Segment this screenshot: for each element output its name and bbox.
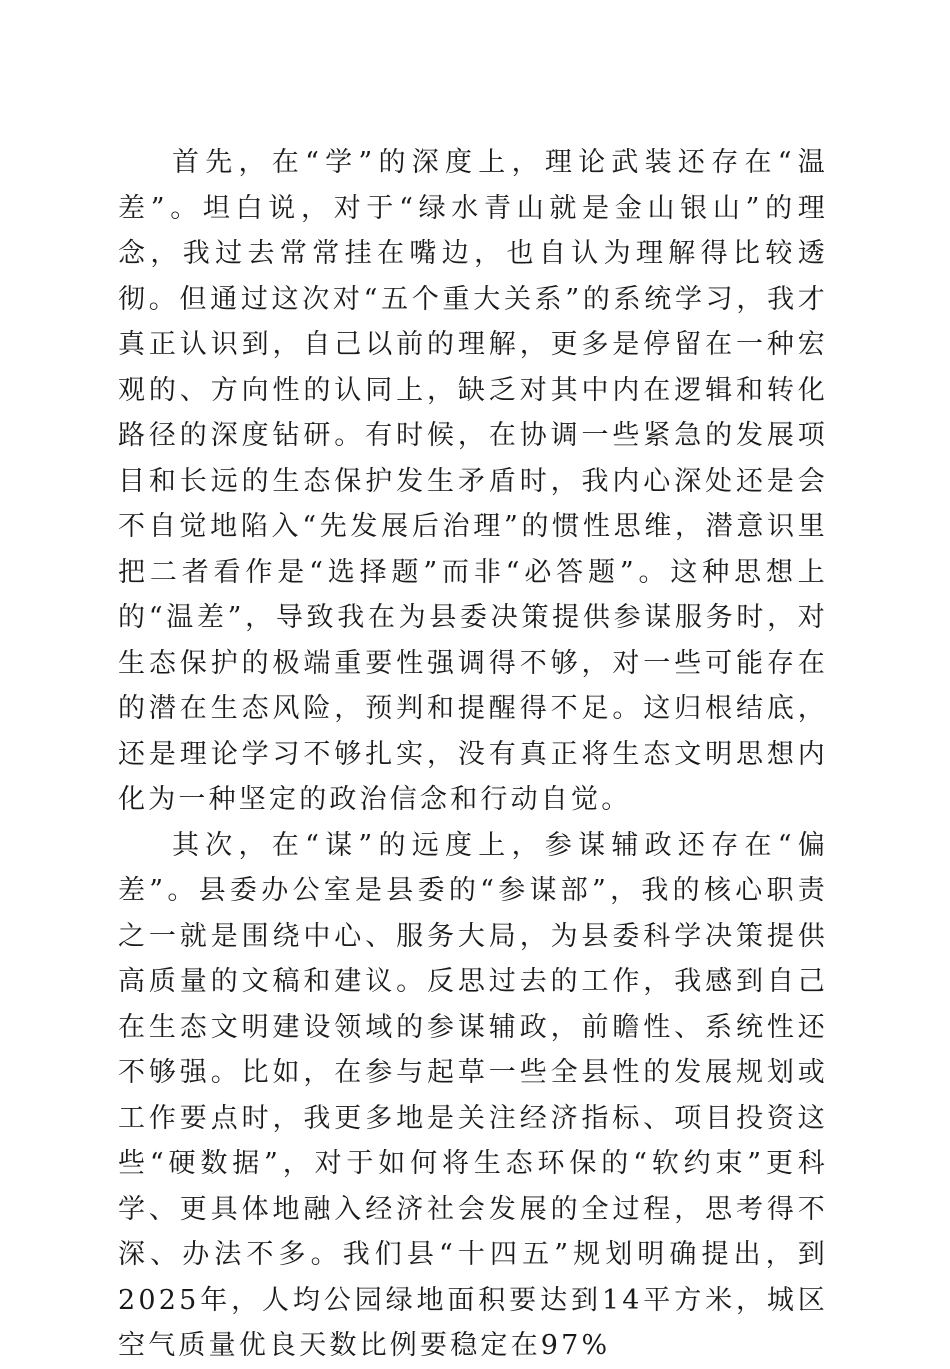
document-body bbox=[118, 140, 828, 1369]
paragraph-advisory-scope: 其次，在“谋”的远度上，参谋辅政还存在“偏差”。县委办公室是县委的“参谋部”，我的核心职责之一就是围绕中心、服务大局，为县委科学决策提供高质量的文稿和建议。反思过去的工作，我感到自己在生态文明建设领域的参谋辅政，前瞻性、系统性还不够强。比如，在参与起草一些全县性的发展规划或工作要点时，我更多地是关注经济指标、项目投资这些“硬数据”，对于如何将生态环保的“软约束”更科学、更具体地融入经济社会发展的全过程，思考得不深、办法不多。我们县“十四五”规划明确提出，到2025年，人均公园绿地面积要达到14平方米，城区空气质量优良天数比例要稳定在97% bbox=[118, 829, 828, 1361]
paragraph-study-depth: 首先，在“学”的深度上，理论武装还存在“温差”。坦白说，对于“绿水青山就是金山银山”的理念，我过去常常挂在嘴边，也自认为理解得比较透彻。但通过这次对“五个重大关系”的系统学习，我才真正认识到，自己以前的理解，更多是停留在一种宏观的、方向性的认同上，缺乏对其中内在逻辑和转化路径的深度钻研。有时候，在协调一些紧急的发展项目和长远的生态保护发生矛盾时，我内心深处还是会不自觉地陷入“先发展后治理”的惯性思维，潜意识里把二者看作是“选择题”而非“必答题”。这种思想上的“温差”，导致我在为县委决策提供参谋服务时，对生态保护的极端重要性强调得不够，对一些可能存在的潜在生态风险，预判和提醒得不足。这归根结底，还是理论学习不够扎实，没有真正将生态文明思想内化为一种坚定的政治信念和行动自觉。 bbox=[118, 147, 828, 815]
